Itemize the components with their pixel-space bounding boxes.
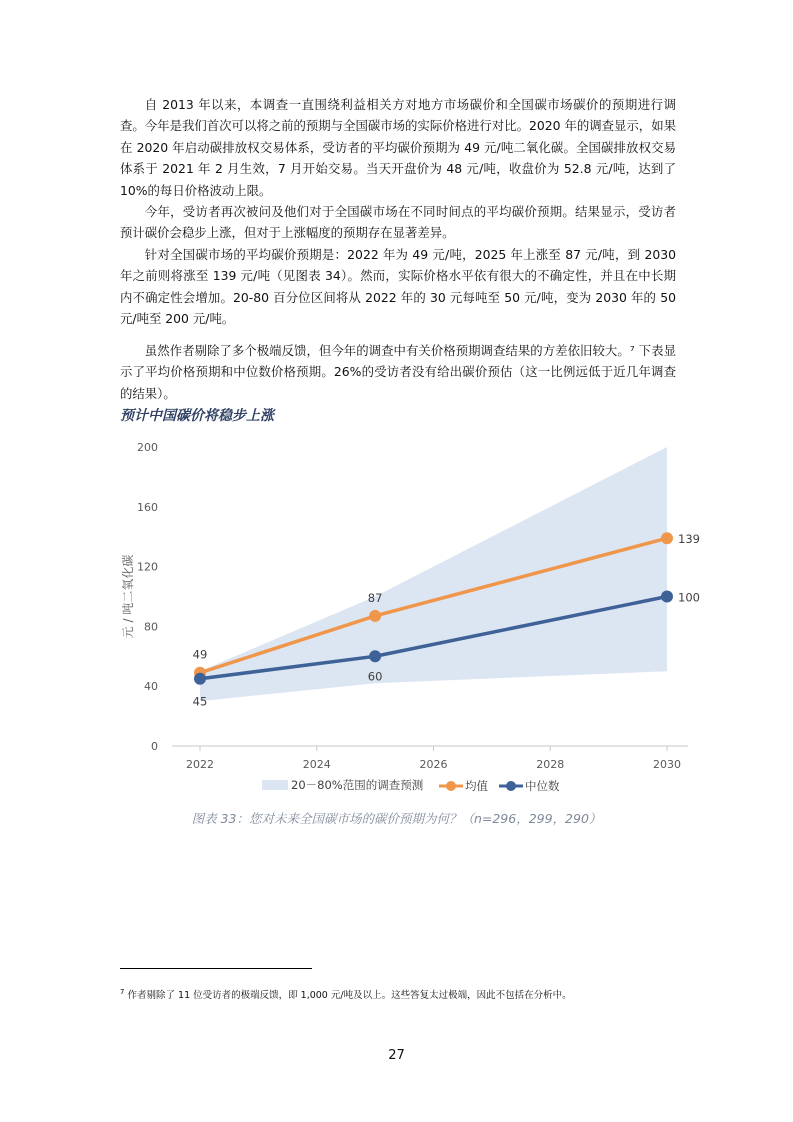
y-tick-label: 200 bbox=[137, 441, 158, 454]
series-2-point bbox=[661, 591, 673, 603]
y-tick-label: 120 bbox=[137, 560, 158, 574]
footnote-marker: 7 bbox=[120, 988, 125, 996]
series-1-point bbox=[369, 610, 381, 622]
data-label: 100 bbox=[678, 590, 700, 605]
series-2-point bbox=[369, 650, 381, 662]
data-label: 60 bbox=[367, 669, 383, 684]
x-tick-label: 2026 bbox=[419, 758, 448, 771]
y-tick-label: 160 bbox=[137, 500, 158, 514]
x-tick-label: 2024 bbox=[302, 758, 331, 771]
legend-band-label: 20－80%范围的调查预测 bbox=[291, 778, 424, 792]
body-paragraph-4: 虽然作者剔除了多个极端反馈，但今年的调查中有关价格预期调查结果的方差依旧较大。⁷ 下表显示了平均价格预期和中位数价格预期。26%的受访者没有给出碳价预估（这一比例远低于近几年调查的结果）。 bbox=[120, 343, 676, 401]
carbon-price-chart bbox=[110, 430, 710, 800]
y-tick-label: 0 bbox=[151, 740, 158, 753]
legend-series-marker bbox=[506, 781, 516, 791]
y-tick-label: 80 bbox=[144, 620, 158, 634]
data-label: 49 bbox=[192, 647, 208, 662]
footnote-divider bbox=[120, 968, 312, 969]
data-label: 45 bbox=[192, 694, 208, 709]
series-2-point bbox=[194, 673, 206, 685]
legend-series-label: 中位数 bbox=[525, 779, 560, 793]
chart-heading: 预计中国碳价将稳步上涨 bbox=[120, 408, 274, 424]
page-number: 27 bbox=[388, 1048, 405, 1063]
data-label: 87 bbox=[367, 590, 383, 605]
legend-band-swatch bbox=[262, 780, 288, 790]
body-paragraph-1: 自 2013 年以来，本调查一直围绕利益相关方对地方市场碳价和全国碳市场碳价的预期进行调查。今年是我们首次可以将之前的预期与全国碳市场的实际价格进行对比。2020 年的调查显示，如果在 2020 年启动碳排放权交易体系，受访者的平均碳价预期为 49 元/吨二氧化碳。全国碳排放权交易体系于 2021 年 2 月生效，7 月开始交易。当天开盘价为 48 元/吨，收盘价为 52.8 元/吨，达到了 10%的每日价格波动上限。 bbox=[120, 97, 676, 198]
figure-caption: 图表 33：您对未来全国碳市场的碳价预期为何？（n=296，299，290） bbox=[191, 811, 602, 826]
series-1-point bbox=[661, 532, 673, 544]
body-paragraph-2: 今年，受访者再次被问及他们对于全国碳市场在不同时间点的平均碳价预期。结果显示，受访者预计碳价会稳步上涨，但对于上涨幅度的预期存在显著差异。 bbox=[120, 204, 676, 241]
y-tick-label: 40 bbox=[144, 680, 158, 694]
x-tick-label: 2022 bbox=[186, 758, 214, 771]
x-tick-label: 2030 bbox=[653, 758, 681, 771]
range-band-area bbox=[200, 447, 667, 701]
y-axis-label: 元 / 吨二氧化碳 bbox=[121, 554, 135, 639]
legend-series-label: 均值 bbox=[465, 779, 488, 793]
footnote bbox=[120, 985, 680, 1003]
x-tick-label: 2028 bbox=[536, 758, 565, 771]
legend-series-marker bbox=[446, 781, 456, 791]
body-paragraph-3: 针对全国碳市场的平均碳价预期是：2022 年为 49 元/吨，2025 年上涨至 87 元/吨，到 2030 年之前则将涨至 139 元/吨（见图表 34）。然而，实际价格水平依有很大的不确定性，并且在中长期内不确定性会增加。20-80 百分位区间将从 2022 年的 30 元每吨至 50 元/吨，变为 2030 年的 50 元/吨至 200 元/吨。 bbox=[120, 247, 676, 327]
footnote-text: 作者剔除了 11 位受访者的极端反馈，即 1,000 元/吨及以上。这些答复太过极端，因此不包括在分析中。 bbox=[127, 990, 572, 1002]
data-label: 139 bbox=[678, 532, 700, 547]
